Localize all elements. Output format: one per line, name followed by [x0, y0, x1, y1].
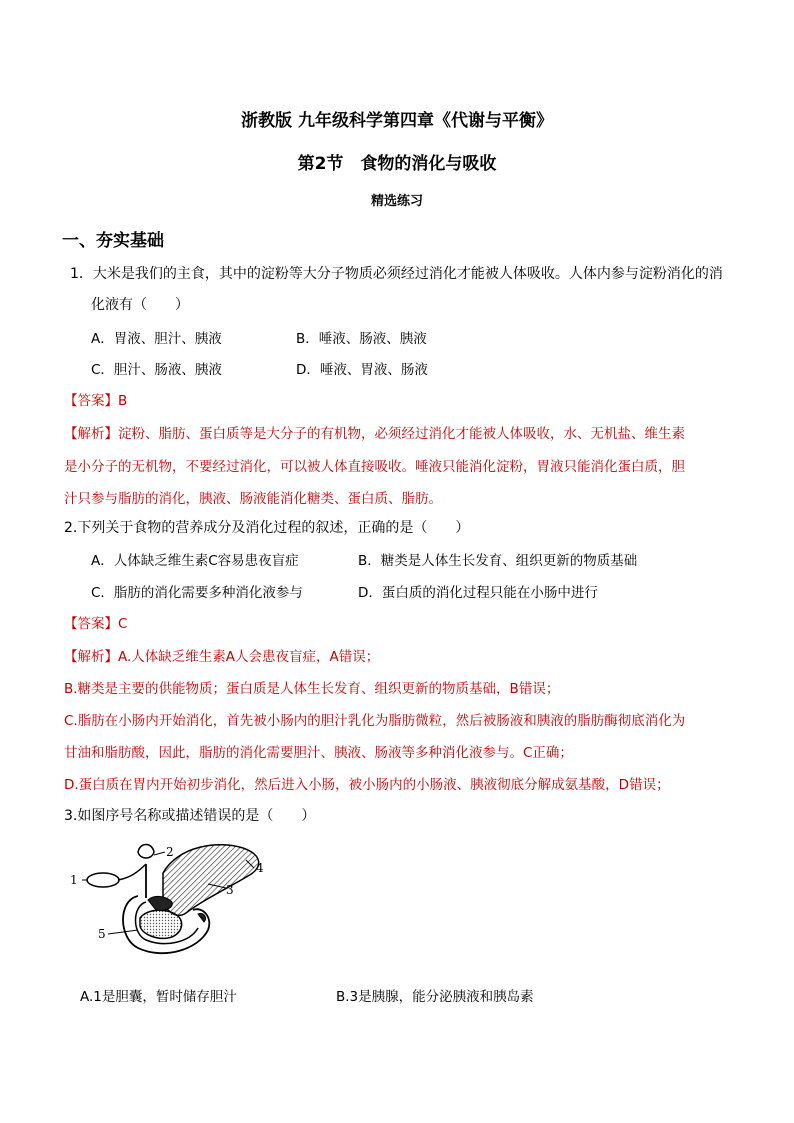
document-subtitle: 精选练习 [370, 194, 423, 209]
q1-stem-line1: 1．大米是我们的主食，其中的淀粉等大分子物质必须经过消化才能被人体吸收。人体内参与淀粉消化的消 [70, 266, 723, 282]
q3-stem: 3.如图序号名称或描述错误的是（ ） [64, 808, 316, 824]
q1-answer [64, 389, 127, 409]
q2-analysis-line5: D.蛋白质在胃内开始初步消化，然后进入小肠，被小肠内的小肠液、胰液彻底分解成氨基酸，D错误； [64, 777, 670, 793]
q2-analysis-line3: C.脂肪在小肠内开始消化，首先被小肠内的胆汁乳化为脂肪微粒，然后被肠液和胰液的脂肪酶彻底消化为 [64, 713, 686, 729]
q1-option-b: B．唾液、肠液、胰液 [296, 331, 427, 347]
answer-value: C [118, 616, 128, 632]
q1-analysis-line2: 是小分子的无机物，不要经过消化，可以被人体直接吸收。唾液只能消化淀粉，胃液只能消化蛋白质，胆 [64, 459, 685, 475]
q3-option-b: B.3是胰腺，能分泌胰液和胰岛素 [336, 989, 534, 1005]
q2-option-c: C．脂肪的消化需要多种消化液参与 [91, 585, 303, 601]
figure-label-1: 1 [70, 873, 78, 887]
answer-tag: 【答案】 [64, 393, 118, 409]
gallbladder-shape [87, 873, 119, 887]
analysis-tag: 【解析】 [64, 649, 118, 665]
q2-answer [64, 612, 127, 632]
figure-label-5: 5 [98, 927, 106, 941]
q3-option-a: A.1是胆囊，暂时储存胆汁 [80, 989, 237, 1005]
digestive-organs-figure [68, 838, 278, 972]
figure-label-4: 4 [256, 861, 264, 875]
duct-top-shape [138, 845, 154, 859]
q1-stem-line2: 化液有（ ） [91, 297, 189, 313]
document-title: 浙教版 九年级科学第四章《代谢与平衡》 [241, 111, 553, 131]
analysis-text: A.人体缺乏维生素A人会患夜盲症，A错误； [118, 649, 380, 665]
analysis-tag: 【解析】 [64, 426, 118, 442]
figure-label-3: 3 [226, 883, 234, 897]
analysis-text: 淀粉、脂肪、蛋白质等是大分子的有机物，必须经过消化才能被人体吸收，水、无机盐、维生素 [118, 426, 685, 442]
figure-label-2: 2 [166, 845, 174, 859]
part-heading: 一、夯实基础 [62, 231, 164, 251]
q2-analysis-line1 [64, 645, 379, 665]
answer-value: B [118, 393, 128, 409]
q1-analysis-line3: 汁只参与脂肪的消化，胰液、肠液能消化糖类、蛋白质、脂肪。 [64, 491, 442, 507]
q1-option-d: D．唾液、胃液、肠液 [296, 362, 428, 378]
q2-stem: 2.下列关于食物的营养成分及消化过程的叙述，正确的是（ ） [64, 520, 470, 536]
q2-analysis-line4: 甘油和脂肪酸，因此，脂肪的消化需要胆汁、胰液、肠液等多种消化液参与。C正确； [64, 745, 573, 761]
q1-analysis-line1 [64, 422, 685, 442]
liver-shape [163, 845, 259, 916]
section-title: 第2节 食物的消化与吸收 [297, 154, 497, 174]
q1-option-a: A．胃液、胆汁、胰液 [91, 331, 222, 347]
q1-option-c: C．胆汁、肠液、胰液 [91, 362, 222, 378]
q2-option-d: D．蛋白质的消化过程只能在小肠中进行 [358, 585, 598, 601]
q2-option-a: A．人体缺乏维生素C容易患夜盲症 [91, 553, 299, 569]
q2-analysis-line2: B.糖类是主要的供能物质；蛋白质是人体生长发育、组织更新的物质基础，B错误； [64, 681, 560, 697]
answer-tag: 【答案】 [64, 616, 118, 632]
pancreas-shape [140, 910, 182, 938]
q2-option-b: B．糖类是人体生长发育、组织更新的物质基础 [358, 553, 638, 569]
